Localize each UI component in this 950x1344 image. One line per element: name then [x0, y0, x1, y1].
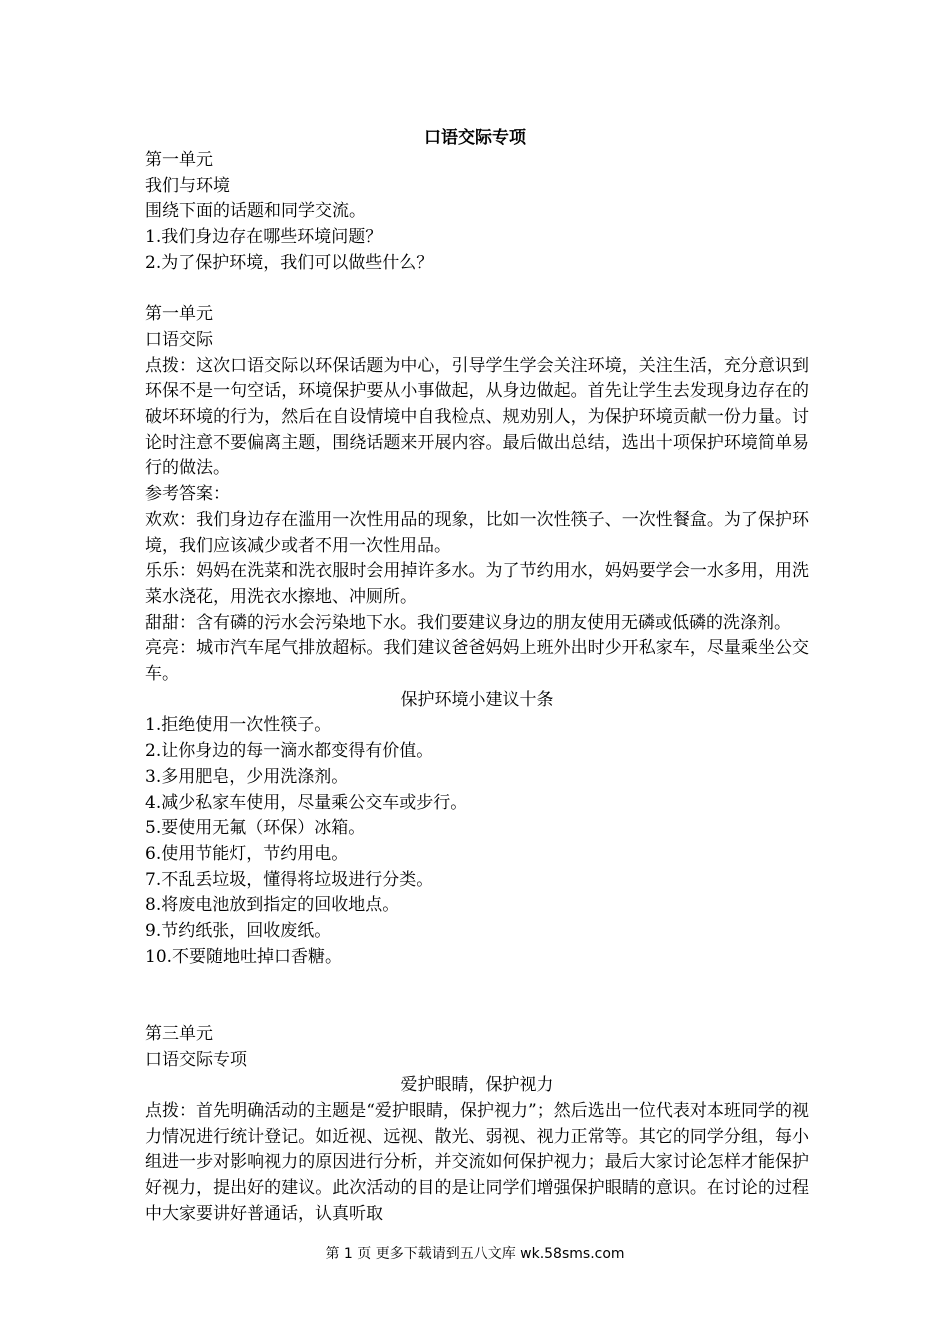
answer-tiantian: 甜甜：含有磷的污水会污染地下水。我们要建议身边的朋友使用无磷或低磷的洗涤剂。 [145, 612, 791, 633]
suggestion-item: 7.不乱丢垃圾，懂得将垃圾进行分类。 [145, 869, 434, 890]
suggestion-item: 5.要使用无氟（环保）冰箱。 [145, 818, 366, 839]
answer-label: 参考答案： [145, 484, 230, 505]
section1-topic: 我们与环境 [145, 175, 230, 196]
suggestion-item: 6.使用节能灯，节约用电。 [145, 843, 349, 864]
answer-lele: 乐乐：妈妈在洗菜和洗衣服时会用掉许多水。为了节约用水，妈妈要学会一水多用，用洗菜水浇花，用洗衣水擦地、冲厕所。 [145, 561, 809, 607]
section1-question-2: 2.为了保护环境，我们可以做些什么？ [145, 252, 434, 273]
suggestion-item: 10.不要随地吐掉口香糖。 [145, 946, 343, 967]
section2-heading: 口语交际 [145, 329, 213, 350]
suggestion-item: 3.多用肥皂，少用洗涤剂。 [145, 766, 349, 787]
suggestion-item: 1.拒绝使用一次性筷子。 [145, 715, 332, 736]
section3-subtitle: 爱护眼睛，保护视力 [400, 1075, 554, 1096]
section2-unit: 第一单元 [145, 304, 213, 325]
document-body [145, 148, 809, 1228]
suggestion-item: 8.将废电池放到指定的回收地点。 [145, 895, 400, 916]
spacer [145, 970, 809, 1021]
answer-liangliang: 亮亮：城市汽车尾气排放超标。我们建议爸爸妈妈上班外出时少开私家车，尽量乘坐公交车。 [145, 638, 809, 685]
answer-huanhuan: 欢欢：我们身边存在滥用一次性用品的现象，比如一次性筷子、一次性餐盒。为了保护环境，我们应该减少或者不用一次性用品。 [145, 509, 809, 556]
section1-unit: 第一单元 [145, 150, 213, 170]
section1-question-1: 1.我们身边存在哪些环境问题？ [145, 227, 383, 248]
suggestion-item: 9.节约纸张，回收废纸。 [145, 921, 332, 942]
section2-tips: 点拨：这次口语交际以环保话题为中心，引导学生学会关注环境，关注生活，充分意识到环保不是一句空话，环境保护要从小事做起，从身边做起。首先让学生去发现身边存在的破坏环境的行为，然后在自设情境中自我检点、规劝别人，为保护环境贡献一份力量。讨论时注意不要偏离主题，围绕话题来开展内容。最后做出总结，选出十项保护环境简单易行的做法。 [145, 355, 809, 479]
suggestion-item: 2.让你身边的每一滴水都变得有价值。 [145, 741, 434, 762]
suggestion-list-title: 保护环境小建议十条 [400, 689, 554, 710]
page-footer: 第 1 页 更多下载请到五八文库 wk.58sms.com [325, 1246, 625, 1262]
spacer [145, 277, 809, 303]
section3-tips: 点拨：首先明确活动的主题是“爱护眼睛，保护视力”；然后选出一位代表对本班同学的视力情况进行统计登记。如近视、远视、散光、弱视、视力正常等。其它的同学分组，每小组进一步对影响视力的原因进行分析，并交流如何保护视力；最后大家讨论怎样才能保护好视力，提出好的建议。此次活动的目的是让同学们增强保护眼睛的意识。在讨论的过程中大家要讲好普通话，认真听取 [145, 1100, 809, 1224]
suggestion-item: 4.减少私家车使用，尽量乘公交车或步行。 [145, 792, 468, 813]
document-title: 口语交际专项 [424, 128, 526, 148]
section1-intro: 围绕下面的话题和同学交流。 [145, 201, 366, 222]
section3-unit: 第三单元 [145, 1023, 213, 1044]
section3-heading: 口语交际专项 [145, 1049, 247, 1070]
